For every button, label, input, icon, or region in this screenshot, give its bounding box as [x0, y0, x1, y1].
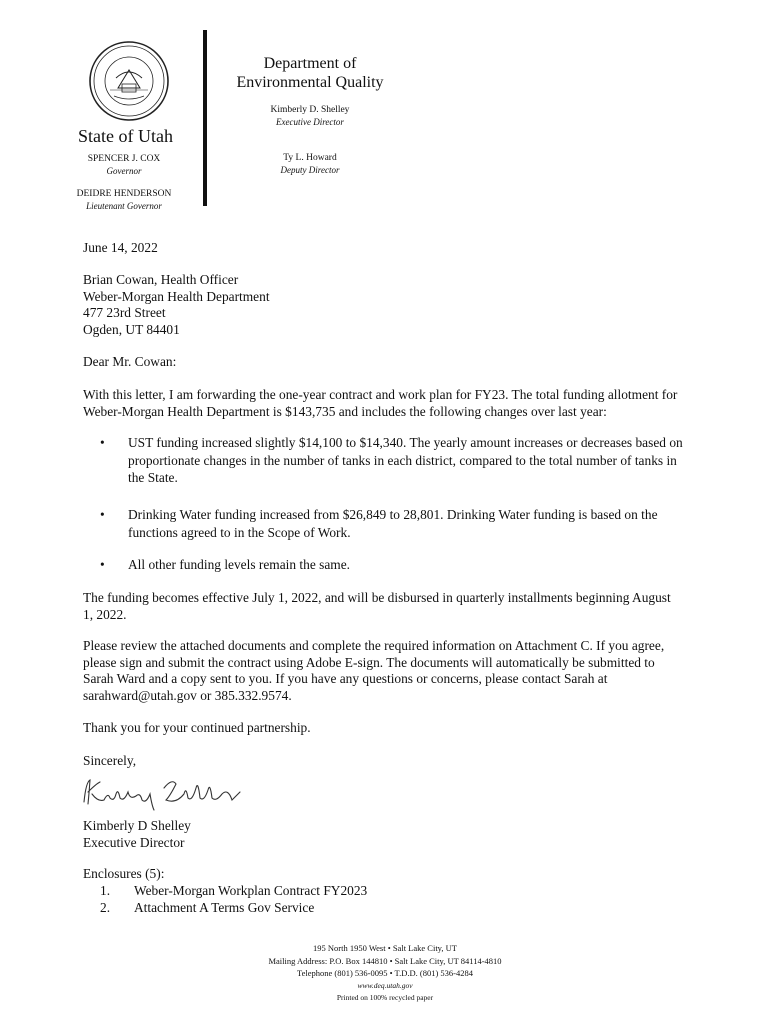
exec-director-name: Kimberly D. Shelley	[270, 105, 350, 115]
exec-director-block	[240, 104, 380, 128]
paragraph-intro: With this letter, I am forwarding the one-year contract and work plan for FY23. The total funding allotment for Weber-Morgan Health Department is $143,735 and includes the following changes over last year:	[83, 387, 678, 419]
recipient-line: 477 23rd Street	[83, 305, 166, 320]
closing: Sincerely,	[83, 753, 137, 768]
list-item	[100, 883, 367, 900]
enclosure-text: Attachment A Terms Gov Service	[134, 899, 315, 915]
paragraph-effective-date: The funding becomes effective July 1, 2022, and will be disbursed in quarterly installments beginning August 1, 2022.	[83, 590, 671, 622]
paragraph-thanks: Thank you for your continued partnership.	[83, 720, 311, 735]
state-seal	[88, 40, 170, 122]
deputy-director-block	[240, 152, 380, 176]
footer-recycled-note: Printed on 100% recycled paper	[336, 993, 434, 1002]
bullet-text: All other funding levels remain the same.	[128, 557, 350, 572]
signer-title: Executive Director	[83, 834, 185, 850]
signer-name: Kimberly D Shelley	[83, 818, 191, 833]
lt-governor-title: Lieutenant Governor	[86, 201, 162, 211]
deputy-director-title: Deputy Director	[280, 165, 340, 175]
list-item	[100, 506, 690, 541]
governor-block	[60, 153, 188, 177]
governor-title: Governor	[106, 166, 142, 176]
funding-changes-list-3	[100, 556, 690, 574]
bullet-symbol: •	[100, 507, 105, 522]
letter-date: June 14, 2022	[83, 240, 158, 255]
recipient-line: Ogden, UT 84401	[83, 321, 180, 337]
enclosures-list	[100, 883, 367, 916]
governor-name: SPENCER J. COX	[87, 154, 161, 164]
list-item	[100, 434, 690, 487]
department-line-2: Environmental Quality	[236, 74, 384, 91]
enclosure-number: 2.	[100, 899, 111, 915]
recipient-line: Weber-Morgan Health Department	[83, 288, 270, 304]
signer-block	[83, 818, 683, 851]
salutation: Dear Mr. Cowan:	[83, 354, 177, 369]
funding-changes-list-2	[100, 506, 690, 541]
footer-website: www.deq.utah.gov	[357, 980, 413, 990]
recipient-address	[83, 272, 683, 338]
state-name: State of Utah	[78, 126, 173, 146]
letterhead-divider	[203, 30, 207, 206]
enclosure-text: Weber-Morgan Workplan Contract FY2023	[134, 883, 368, 898]
signature-image	[80, 774, 250, 814]
paragraph-instructions: Please review the attached documents and complete the required information on Attachment C. If you agree, please sign and submit the contract using Adobe E-sign. The documents will automatically be submitted to Sarah Ward and a copy sent to you. If you have any questions or concerns, please contact Sarah at sarahward@utah.gov or 385.332.9574.	[83, 638, 665, 703]
footer-telephone: Telephone (801) 536-0095 • T.D.D. (801) 536-4284	[296, 968, 474, 978]
exec-director-title: Executive Director	[276, 117, 344, 127]
recipient-line: Brian Cowan, Health Officer	[83, 272, 239, 287]
department-line-1: Department of	[263, 55, 357, 72]
footer	[0, 942, 770, 1005]
list-item	[100, 556, 690, 574]
bullet-symbol: •	[100, 557, 105, 572]
deputy-director-name: Ty L. Howard	[283, 153, 337, 163]
lt-governor-name: DEIDRE HENDERSON	[76, 189, 172, 199]
enclosures-label: Enclosures (5):	[83, 866, 165, 881]
funding-changes-list	[100, 434, 690, 487]
bullet-text: UST funding increased slightly $14,100 to $14,340. The yearly amount increases or decreases based on proportionate changes in the number of tanks in each district, compared to the total number of tanks in the State.	[128, 435, 683, 485]
department-name	[220, 54, 400, 92]
bullet-text: Drinking Water funding increased from $26,849 to 28,801. Drinking Water funding is based on the functions agreed to in the Scope of Work.	[128, 507, 658, 540]
footer-address: 195 North 1950 West • Salt Lake City, UT	[313, 943, 457, 953]
lt-governor-block	[60, 188, 188, 212]
enclosure-number: 1.	[100, 883, 111, 898]
footer-mailing-address: Mailing Address: P.O. Box 144810 • Salt Lake City, UT 84114-4810	[268, 955, 502, 966]
list-item	[100, 900, 367, 917]
bullet-symbol: •	[100, 435, 105, 450]
